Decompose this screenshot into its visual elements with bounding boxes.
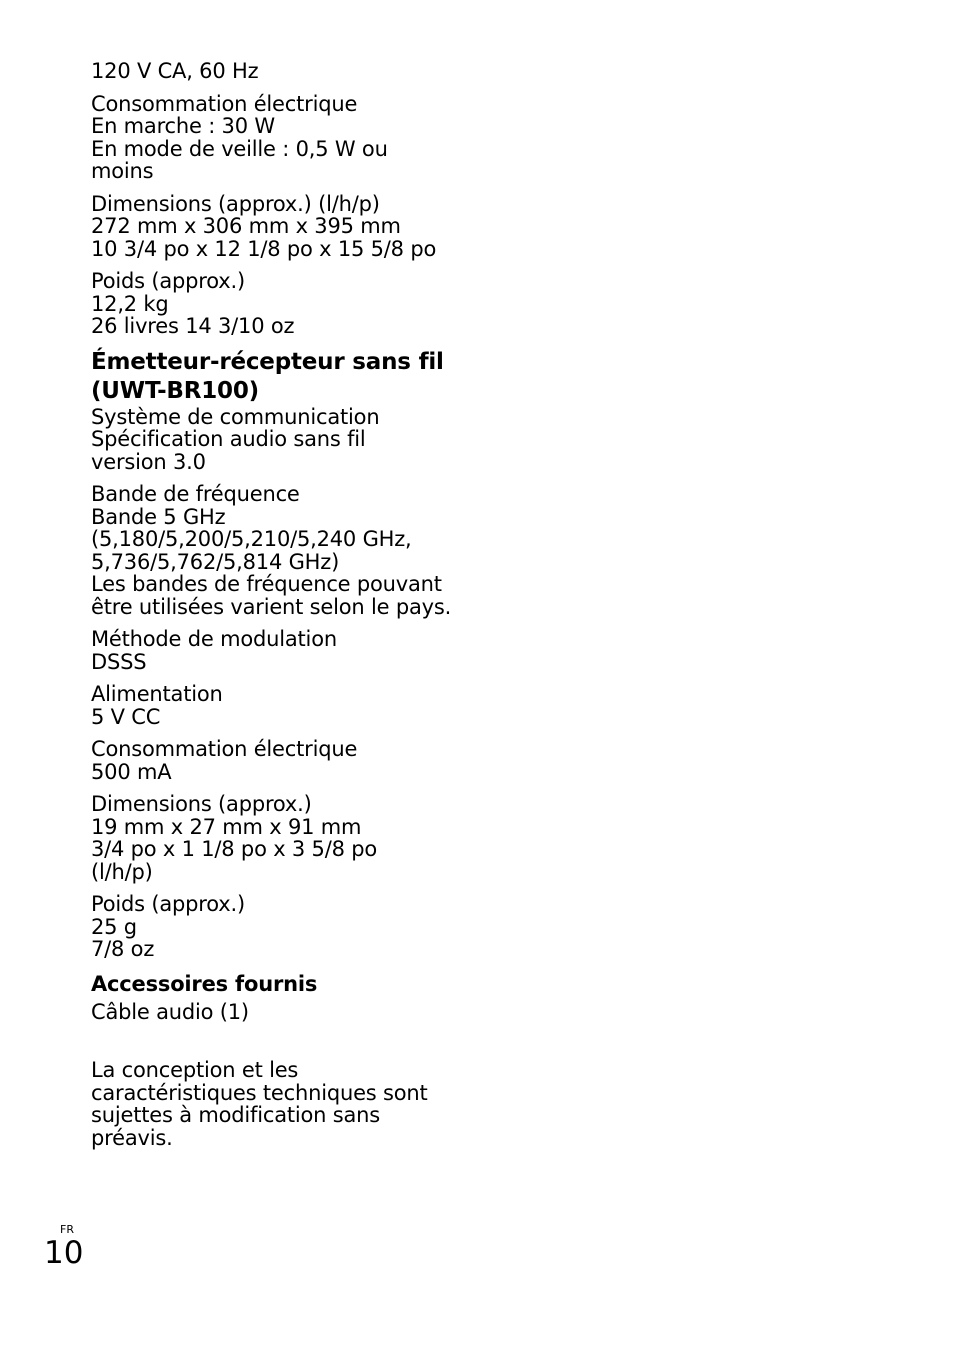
spec-line: 26 livres 14 3/10 oz [91, 314, 295, 338]
spec-line: Spécification audio sans fil [91, 427, 366, 451]
page-language: FR [60, 1223, 74, 1236]
spec-block-weight [91, 270, 471, 338]
spec-block-dimensions-2 [91, 793, 471, 883]
spec-line: Les bandes de fréquence pouvant [91, 572, 442, 596]
spec-line: 3/4 po x 1 1/8 po x 3 5/8 po [91, 837, 377, 861]
spec-line: Poids (approx.) [91, 892, 245, 916]
spec-line: version 3.0 [91, 449, 206, 474]
spec-line: Système de communication [91, 404, 380, 429]
spec-line: Alimentation [91, 682, 223, 706]
spec-line: Méthode de modulation [91, 627, 337, 651]
spec-block-consumption-2 [91, 738, 471, 783]
spec-line: DSSS [91, 649, 147, 674]
spec-line: Consommation électrique [91, 737, 358, 761]
spec-line: En marche : 30 W [91, 114, 275, 138]
spec-line: 25 g [91, 914, 137, 939]
heading-line: (UWT-BR100) [91, 377, 259, 404]
accessory-item: Câble audio (1) [91, 999, 249, 1024]
spec-line: Consommation électrique [91, 91, 358, 116]
spec-line: 5,736/5,762/5,814 GHz) [91, 549, 340, 574]
spec-block-modulation [91, 628, 471, 673]
notice-paragraph [91, 1059, 471, 1149]
notice-line: caractéristiques techniques sont [91, 1080, 428, 1105]
spec-line: Poids (approx.) [91, 269, 245, 293]
spec-line: 272 mm x 306 mm x 395 mm [91, 214, 401, 238]
notice-line: préavis. [91, 1125, 173, 1150]
spacer [91, 1033, 471, 1059]
notice-line: sujettes à modification sans [91, 1103, 381, 1127]
spec-line: Bande de fréquence [91, 482, 300, 506]
spec-line: 19 mm x 27 mm x 91 mm [91, 814, 362, 839]
spec-block-communication [91, 406, 471, 474]
spec-line: 500 mA [91, 759, 172, 784]
page-footer [44, 1223, 83, 1270]
spec-line: (l/h/p) [91, 859, 153, 884]
spec-block-weight-2 [91, 893, 471, 961]
section-heading-transceiver [91, 348, 471, 406]
accessories-list [91, 1001, 471, 1024]
heading-line: Émetteur-récepteur sans fil [91, 348, 444, 375]
spec-line: 12,2 kg [91, 291, 169, 316]
spec-line: Dimensions (approx.) [91, 792, 312, 816]
spec-block-power-supply [91, 683, 471, 728]
spec-line: 5 V CC [91, 704, 161, 729]
spec-line: Dimensions (approx.) (l/h/p) [91, 191, 380, 216]
spec-line: 10 3/4 po x 12 1/8 po x 15 5/8 po [91, 236, 437, 261]
spec-line: Bande 5 GHz [91, 504, 226, 529]
spec-line: être utilisées varient selon le pays. [91, 594, 452, 619]
page-number: 10 [44, 1235, 84, 1271]
spec-line: En mode de veille : 0,5 W ou [91, 136, 388, 161]
spec-block-dimensions [91, 193, 471, 261]
spec-block-power [91, 60, 471, 83]
spec-block-frequency [91, 483, 471, 618]
spec-block-consumption [91, 93, 471, 183]
notice-line: La conception et les [91, 1058, 299, 1082]
spec-line: moins [91, 159, 154, 183]
accessories-heading: Accessoires fournis [91, 971, 318, 996]
spec-content [91, 60, 471, 1159]
spec-line: 7/8 oz [91, 937, 155, 961]
spec-line: 120 V CA, 60 Hz [91, 59, 259, 83]
spec-line: (5,180/5,200/5,210/5,240 GHz, [91, 527, 412, 551]
